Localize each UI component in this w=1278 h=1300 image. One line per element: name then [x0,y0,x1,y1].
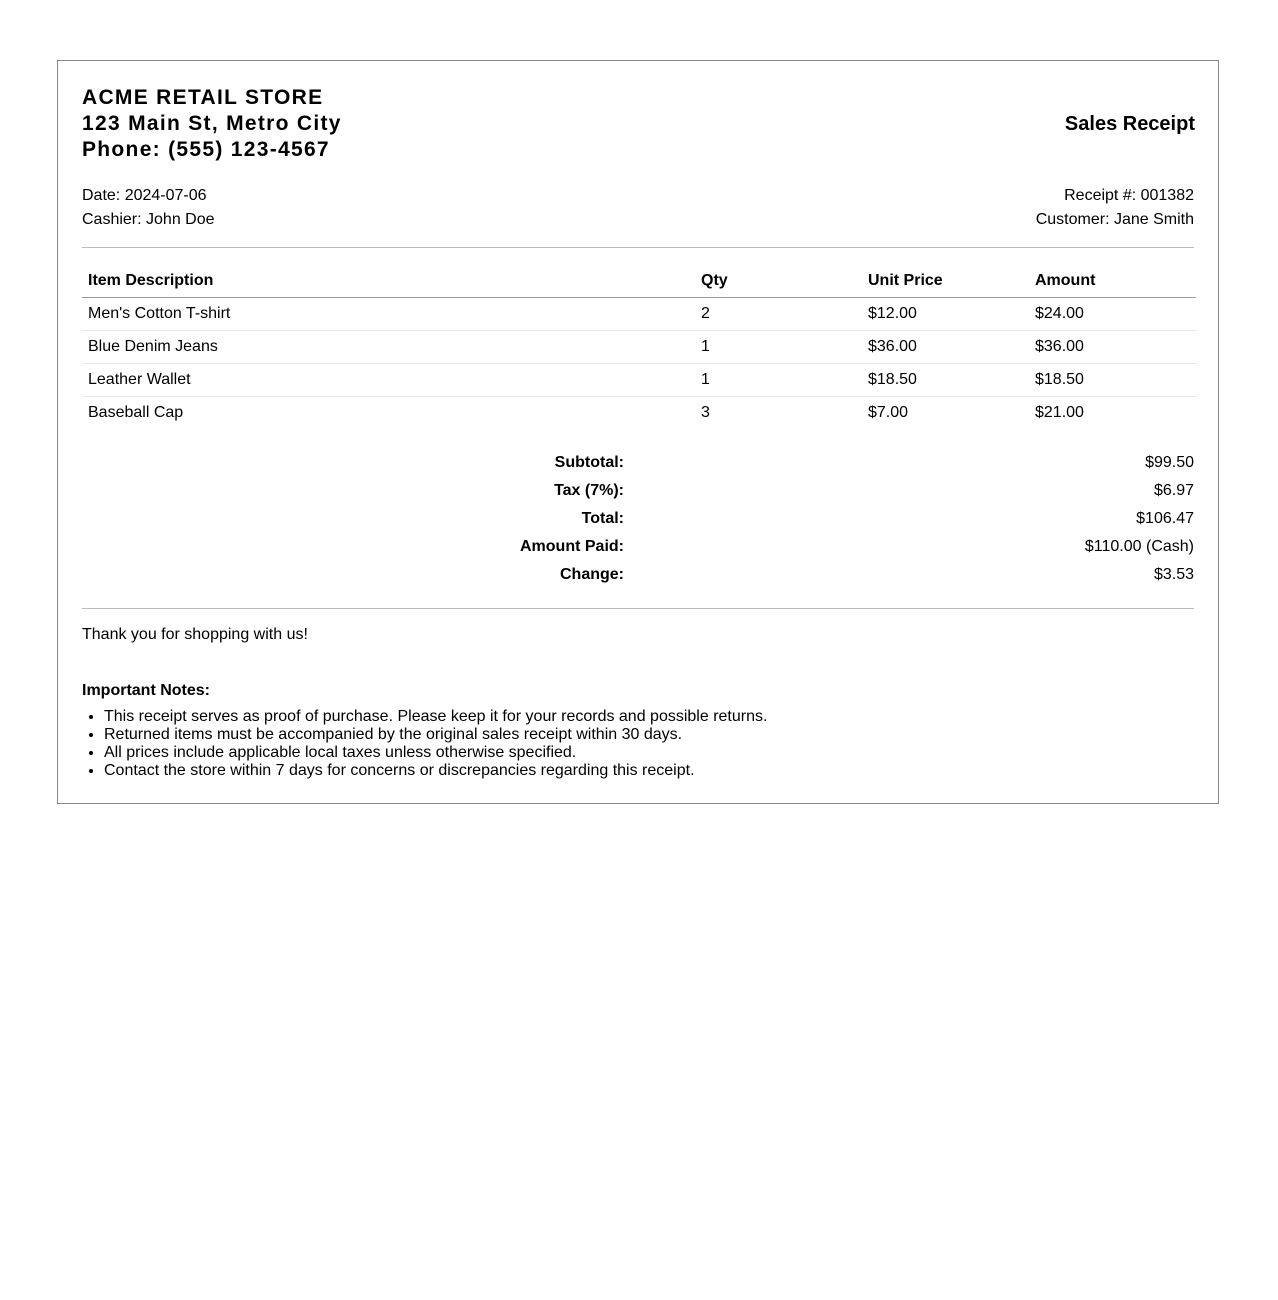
total-value: $106.47 [1136,510,1194,527]
item-unit-price: $18.50 [862,364,1029,397]
notes-title: Important Notes: [82,682,210,699]
totals-row-change [82,561,1196,589]
table-row [82,298,1196,331]
totals-block [82,449,1196,589]
thank-you-message: Thank you for shopping with us! [82,626,308,643]
total-label: Total: [581,510,624,527]
receipt-title: Sales Receipt [1064,113,1195,135]
amount-paid-value: $110.00 (Cash) [1084,538,1194,555]
receipt-number: Receipt #: 001382 [1064,187,1194,204]
column-header-unit-price: Unit Price [862,265,1029,298]
store-header [82,85,342,163]
divider [82,247,1194,248]
item-unit-price: $12.00 [862,298,1029,331]
subtotal-label: Subtotal: [554,454,624,471]
tax-label: Tax (7%): [554,482,624,499]
table-row [82,397,1196,430]
list-item: • Contact the store within 7 days for concerns or discrepancies regarding this receipt. [104,762,767,780]
totals-row-total [82,505,1196,533]
item-unit-price: $7.00 [868,404,909,421]
change-value: $3.53 [1153,566,1194,583]
cashier-name: Cashier: John Doe [82,211,215,228]
tax-value: $6.97 [1153,482,1194,499]
item-amount: $18.50 [1029,364,1196,397]
table-row [82,331,1196,364]
items-table [82,265,1196,429]
totals-row-tax [82,477,1196,505]
item-qty: 2 [695,298,862,331]
meta-left [82,184,215,232]
customer-name: Customer: Jane Smith [1035,211,1194,228]
store-phone: Phone: (555) 123-4567 [82,138,330,161]
item-qty: 1 [695,331,862,364]
list-item: • All prices include applicable local taxes unless otherwise specified. [104,744,767,762]
item-description: Baseball Cap [88,404,184,421]
table-row [82,364,1196,397]
item-description: Men's Cotton T-shirt [82,298,695,331]
amount-paid-label: Amount Paid: [520,538,624,555]
item-description: Leather Wallet [82,364,695,397]
list-item: • Returned items must be accompanied by the original sales receipt within 30 days. [104,726,767,744]
store-name: ACME RETAIL STORE [82,86,324,109]
item-qty: 1 [695,364,862,397]
table-header-row [82,265,1196,298]
column-header-amount: Amount [1029,265,1196,298]
totals-row-amount-paid [82,533,1196,561]
item-qty: 3 [701,404,710,421]
notes-list [82,708,767,780]
item-unit-price: $36.00 [862,331,1029,364]
item-amount: $24.00 [1029,298,1196,331]
store-address: 123 Main St, Metro City [82,112,342,135]
meta-right [1036,184,1194,232]
totals-row-subtotal [82,449,1196,477]
subtotal-value: $99.50 [1145,454,1194,471]
receipt [57,60,1219,804]
list-item: • This receipt serves as proof of purchase. Please keep it for your records and possible returns. [104,708,767,726]
receipt-date: Date: 2024-07-06 [82,187,207,204]
divider [82,608,1194,609]
change-label: Change: [560,566,624,583]
item-description: Blue Denim Jeans [82,331,695,364]
item-amount: $36.00 [1029,331,1196,364]
column-header-qty: Qty [695,265,862,298]
column-header-description: Item Description [82,265,695,298]
item-amount: $21.00 [1035,404,1084,421]
